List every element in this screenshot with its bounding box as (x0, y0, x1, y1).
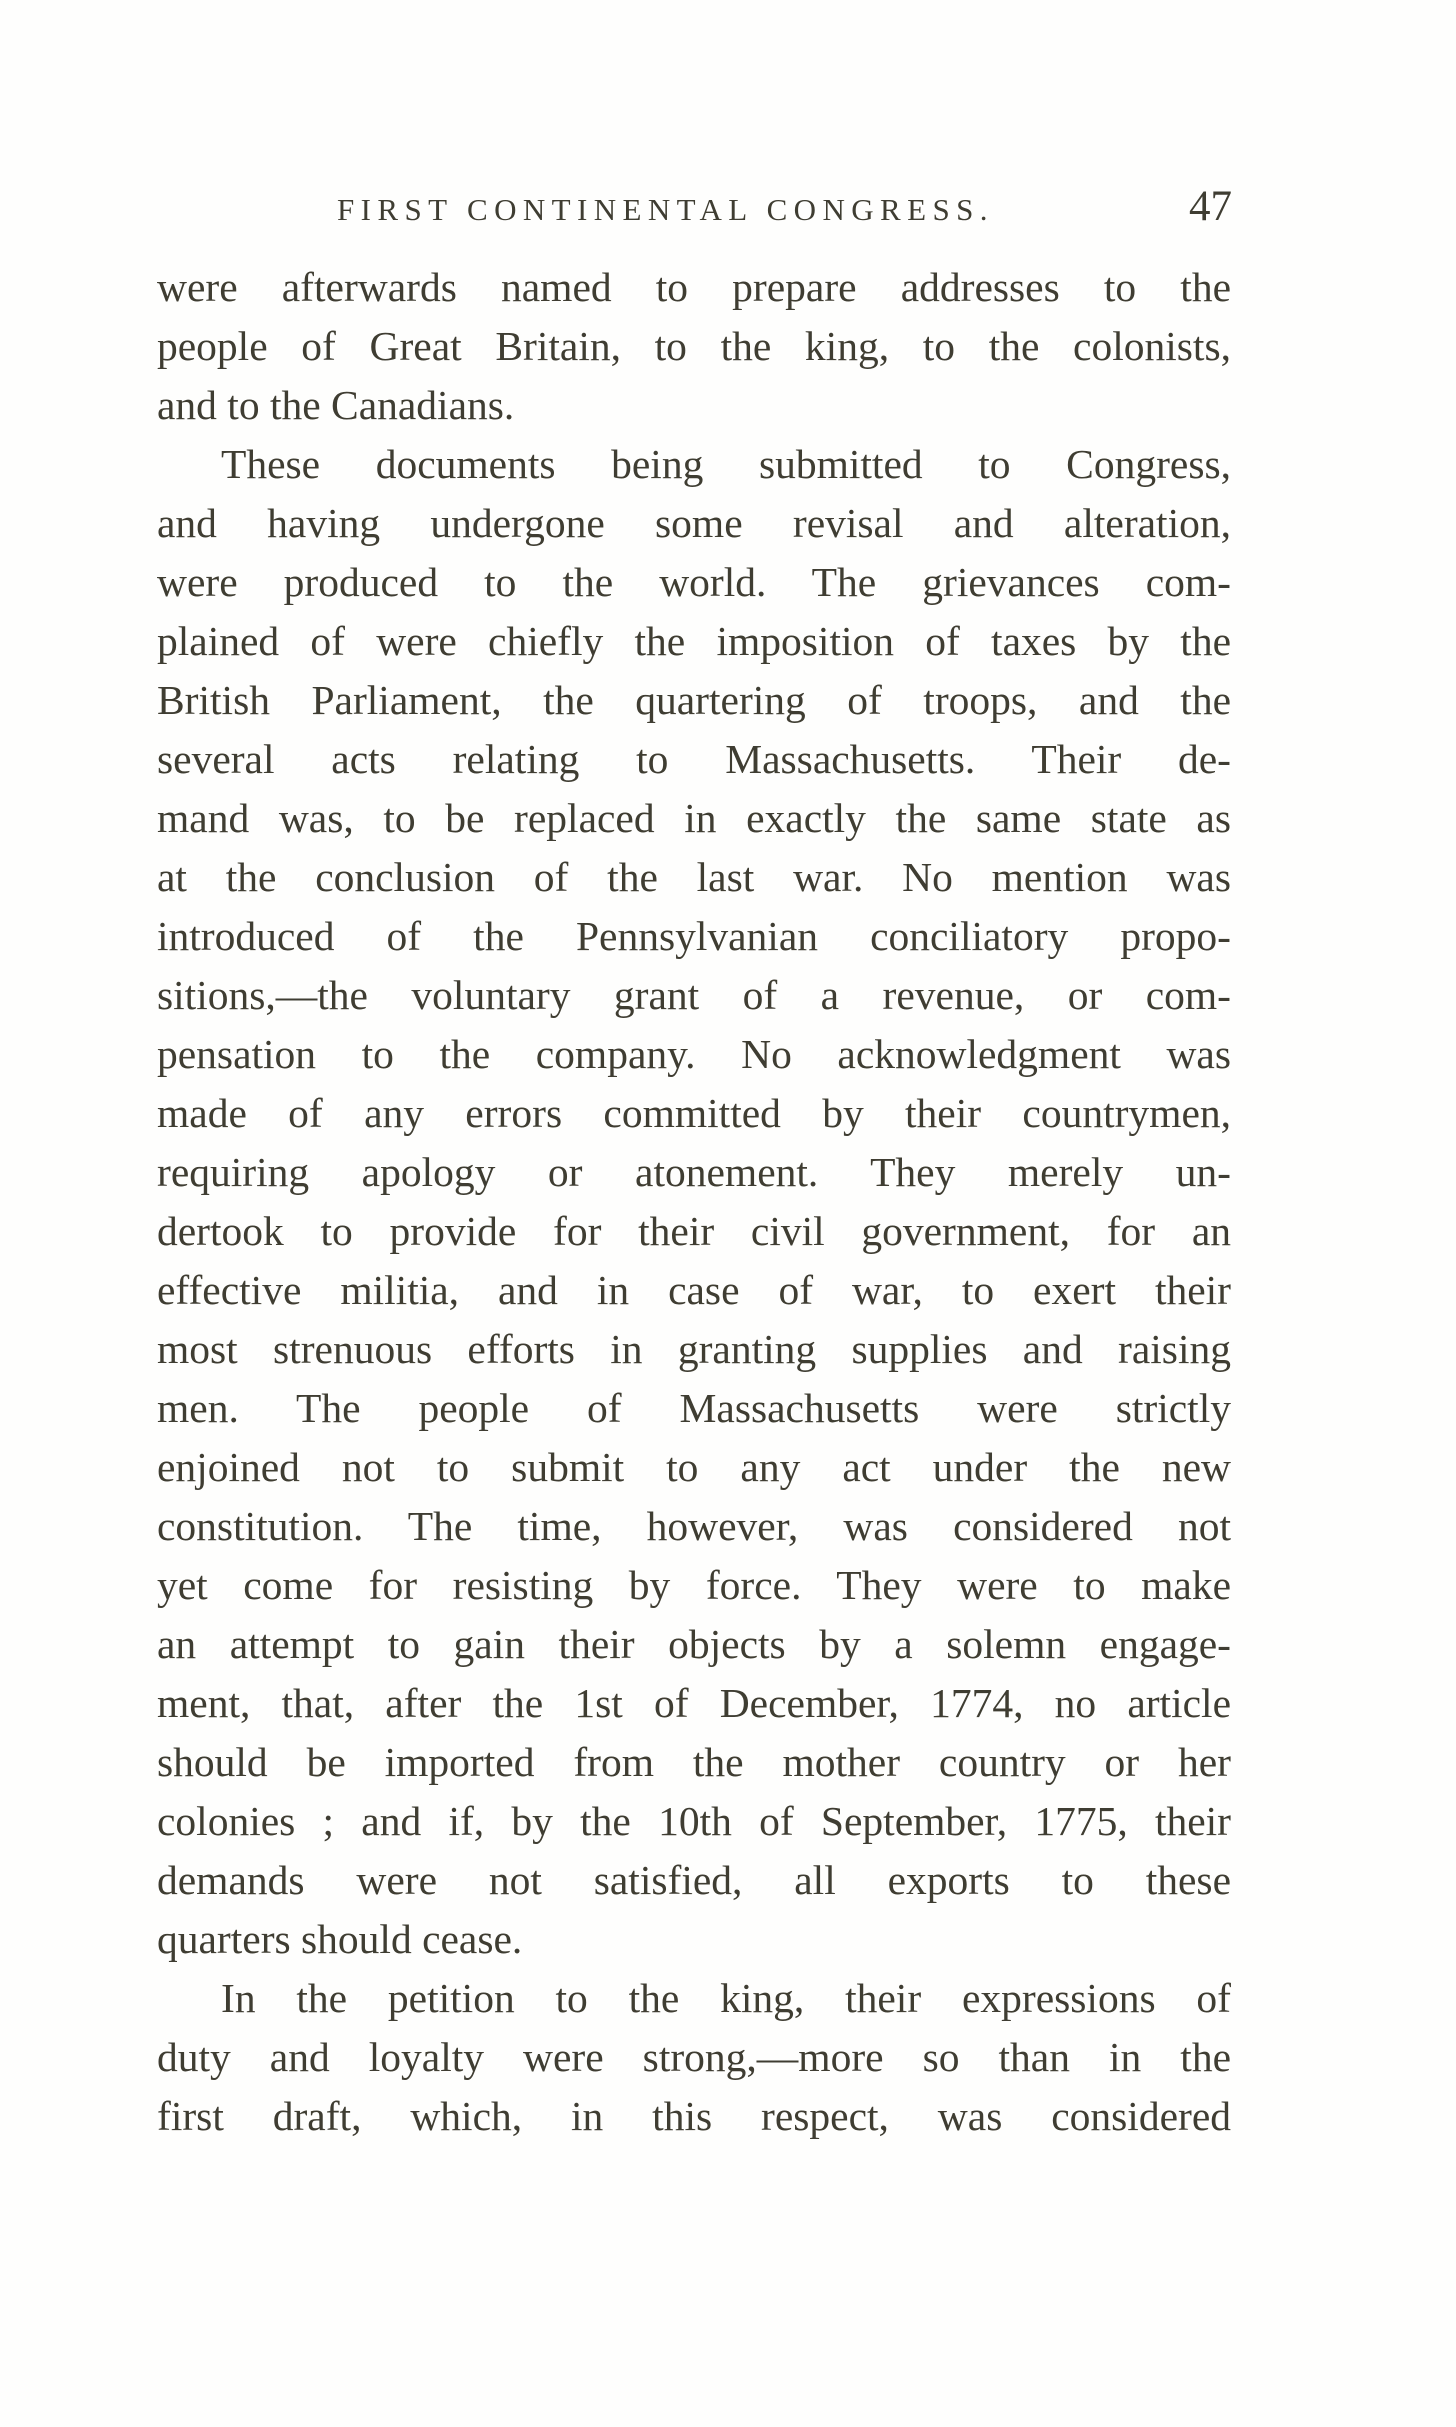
page-number: 47 (1189, 183, 1232, 230)
text-line: and to the Canadians. (157, 382, 515, 428)
text-line: yet come for resisting by force. They were to make (157, 1562, 1231, 1608)
text-line: introduced of the Pennsylvanian conciliatory propo- (157, 913, 1231, 959)
text-line: mand was, to be replaced in exactly the same state as (157, 795, 1231, 841)
running-head-title: FIRST CONTINENTAL CONGRESS. (337, 192, 994, 227)
text-line: requiring apology or atonement. They merely un- (157, 1149, 1231, 1195)
text-line: were produced to the world. The grievances com- (157, 559, 1231, 605)
text-line: several acts relating to Massachusetts. Their de- (157, 736, 1231, 782)
paragraph (157, 258, 1231, 435)
text-line: duty and loyalty were strong,—more so than in the (157, 2034, 1231, 2080)
text-line: British Parliament, the quartering of troops, and the (157, 677, 1231, 723)
text-line: sitions,—the voluntary grant of a revenue, or com- (157, 972, 1231, 1018)
text-line: first draft, which, in this respect, was considered (157, 2093, 1231, 2139)
text-line: ment, that, after the 1st of December, 1774, no article (157, 1680, 1231, 1726)
text-line: an attempt to gain their objects by a solemn engage- (157, 1621, 1231, 1667)
text-line: pensation to the company. No acknowledgment was (157, 1031, 1231, 1077)
text-line: effective militia, and in case of war, to exert their (157, 1267, 1231, 1313)
text-line: were afterwards named to prepare addresses to the (157, 264, 1231, 310)
text-line: made of any errors committed by their countrymen, (157, 1090, 1231, 1136)
paragraph (157, 1969, 1231, 2146)
text-line: should be imported from the mother country or her (157, 1739, 1231, 1785)
text-line: at the conclusion of the last war. No mention was (157, 854, 1231, 900)
text-line: dertook to provide for their civil government, for an (157, 1208, 1231, 1254)
text-line: and having undergone some revisal and alteration, (157, 500, 1231, 546)
text-line: These documents being submitted to Congress, (221, 441, 1231, 487)
text-line: people of Great Britain, to the king, to the colonists, (157, 323, 1231, 369)
text-line: demands were not satisfied, all exports to these (157, 1857, 1231, 1903)
text-line: men. The people of Massachusetts were strictly (157, 1385, 1231, 1431)
paragraph (157, 435, 1231, 1969)
text-line: colonies ; and if, by the 10th of September, 1775, their (157, 1798, 1231, 1844)
body-text (157, 258, 1231, 2146)
text-line: quarters should cease. (157, 1916, 523, 1962)
text-line: plained of were chiefly the imposition of taxes by the (157, 618, 1231, 664)
text-line: In the petition to the king, their expressions of (221, 1975, 1231, 2021)
text-line: most strenuous efforts in granting supplies and raising (157, 1326, 1231, 1372)
text-line: constitution. The time, however, was considered not (157, 1503, 1231, 1549)
text-line: enjoined not to submit to any act under the new (157, 1444, 1231, 1490)
